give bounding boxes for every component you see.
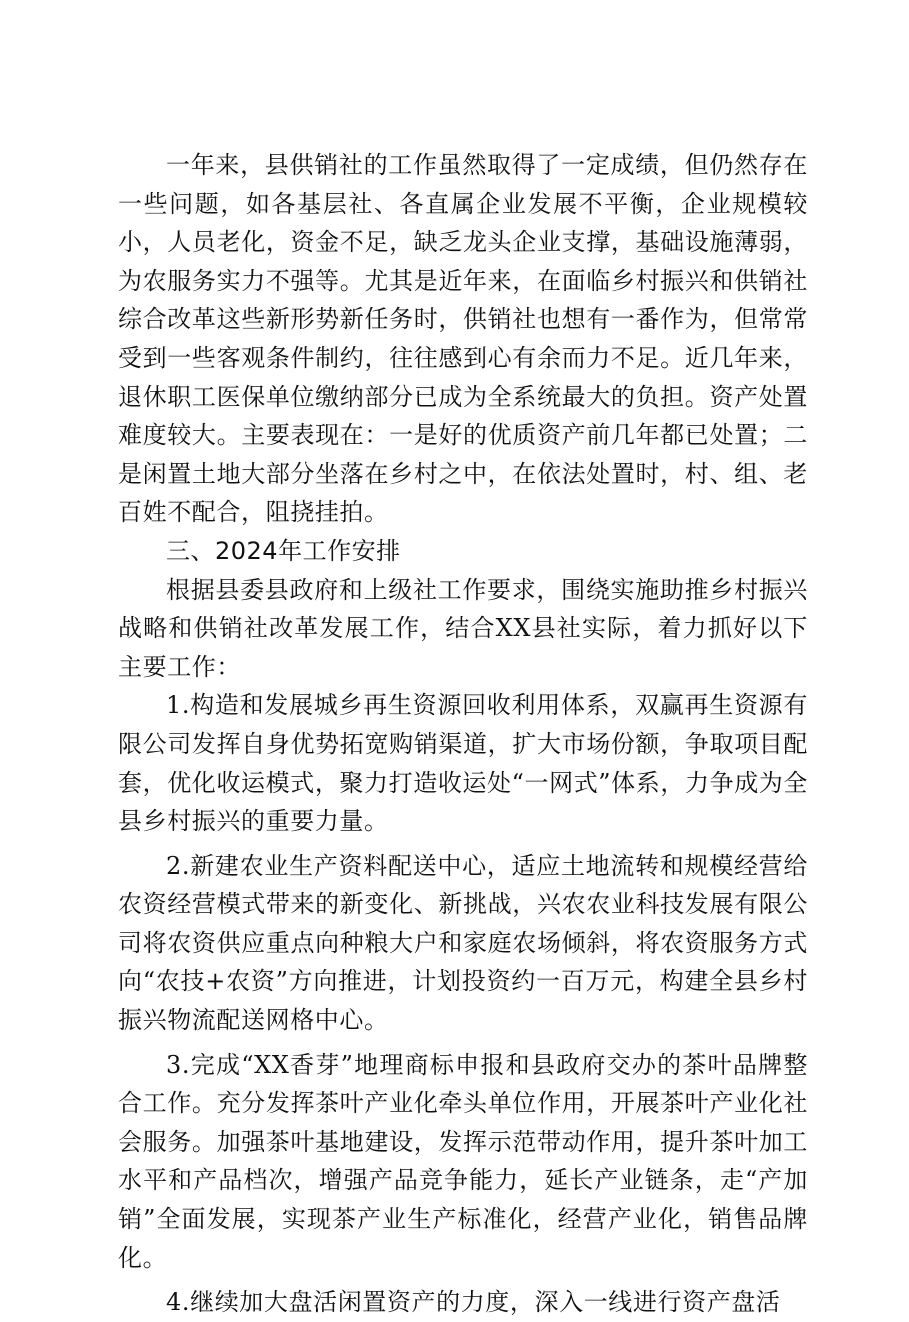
work-item-4: 4.继续加大盘活闲置资产的力度，深入一线进行资产盘活 bbox=[166, 1288, 781, 1317]
document-page bbox=[118, 146, 808, 1322]
work-item-1: 1.构造和发展城乡再生资源回收利用体系，双赢再生资源有限公司发挥自身优势拓宽购销渠道，扩大市场份额，争取项目配套，优化收运模式，聚力打造收运处“一网式”体系，力争成为全县乡村振兴的重要力量。 bbox=[118, 691, 808, 836]
paragraph-intro: 根据县委县政府和上级社工作要求，围绕实施助推乡村振兴战略和供销社改革发展工作，结合XX县社实际，着力抓好以下主要工作： bbox=[118, 575, 808, 681]
paragraph-problems: 一年来，县供销社的工作虽然取得了一定成绩，但仍然存在一些问题，如各基层社、各直属企业发展不平衡，企业规模较小，人员老化，资金不足，缺乏龙头企业支撑，基础设施薄弱，为农服务实力不强等。尤其是近年来，在面临乡村振兴和供销社综合改革这些新形势新任务时，供销社也想有一番作为，但常常受到一些客观条件制约，往往感到心有余而力不足。近几年来，退休职工医保单位缴纳部分已成为全系统最大的负担。资产处置难度较大。主要表现在：一是好的优质资产前几年都已处置；二是闲置土地大部分坐落在乡村之中，在依法处置时，村、组、老百姓不配合，阻挠挂拍。 bbox=[118, 151, 808, 527]
work-item-3: 3.完成“XX香芽”地理商标申报和县政府交办的茶叶品牌整合工作。充分发挥茶叶产业化牵头单位作用，开展茶叶产业化社会服务。加强茶叶基地建设，发挥示范带动作用，提升茶叶加工水平和产品档次，增强产品竞争能力，延长产业链条，走“产加销”全面发展，实现茶产业生产标准化，经营产业化，销售品牌化。 bbox=[118, 1050, 808, 1272]
section-heading: 三、2024年工作安排 bbox=[166, 536, 401, 565]
work-item-2: 2.新建农业生产资料配送中心，适应土地流转和规模经营给农资经营模式带来的新变化、新挑战，兴农农业科技发展有限公司将农资供应重点向种粮大户和家庭农场倾斜，将农资服务方式向“农技+农资”方向推进，计划投资约一百万元，构建全县乡村振兴物流配送网格中心。 bbox=[118, 851, 808, 1035]
